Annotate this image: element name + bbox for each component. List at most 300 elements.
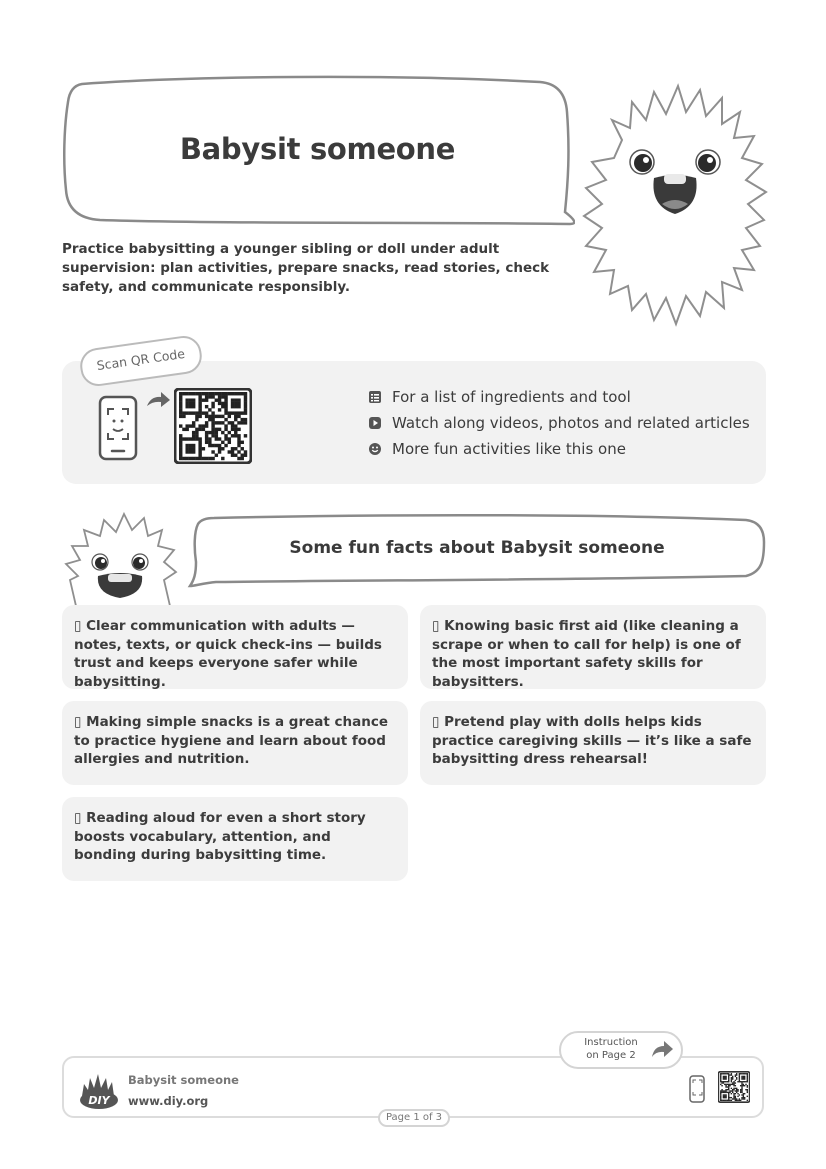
qr-module: [234, 405, 237, 408]
qr-module: [731, 1074, 732, 1075]
qr-module: [739, 1077, 740, 1078]
qr-module: [221, 441, 224, 444]
qr-module: [202, 447, 205, 450]
qr-module: [234, 411, 237, 414]
qr-module: [244, 402, 247, 405]
qr-module: [202, 457, 205, 460]
qr-module: [725, 1084, 726, 1085]
qr-module: [725, 1086, 726, 1087]
qr-module: [732, 1092, 733, 1093]
qr-module: [723, 1076, 724, 1077]
qr-module: [241, 418, 244, 421]
qr-module: [729, 1097, 730, 1098]
qr-module: [728, 1092, 729, 1093]
qr-module: [747, 1096, 748, 1097]
qr-module: [234, 418, 237, 421]
qr-module: [205, 431, 208, 434]
qr-module: [747, 1100, 748, 1101]
qr-module: [221, 457, 224, 460]
qr-module: [237, 398, 240, 401]
qr-module: [747, 1080, 748, 1081]
qr-module: [185, 424, 188, 427]
qr-module: [224, 428, 227, 431]
qr-module: [215, 398, 218, 401]
qr-module: [198, 457, 201, 460]
qr-module: [741, 1078, 742, 1079]
qr-module: [205, 424, 208, 427]
instruction-line-2: on Page 2: [586, 1050, 636, 1061]
qr-module: [732, 1076, 733, 1077]
qr-module: [728, 1076, 729, 1077]
qr-module: [729, 1090, 730, 1091]
qr-module: [221, 402, 224, 405]
qr-module: [744, 1076, 745, 1077]
qr-module: [198, 447, 201, 450]
qr-module: [735, 1082, 736, 1083]
qr-module: [195, 434, 198, 437]
qr-module: [723, 1096, 724, 1097]
qr-module: [244, 405, 247, 408]
qr-module: [234, 428, 237, 431]
qr-module: [728, 1094, 729, 1095]
qr-module: [231, 392, 234, 395]
footer-url[interactable]: www.diy.org: [128, 1094, 209, 1108]
qr-module: [211, 457, 214, 460]
qr-module: [736, 1089, 737, 1090]
qr-module: [723, 1078, 724, 1079]
page-number: Page 1 of 3: [378, 1109, 450, 1127]
qr-module: [720, 1098, 721, 1099]
qr-module: [185, 402, 188, 405]
qr-module: [244, 421, 247, 424]
qr-module: [728, 1097, 729, 1098]
qr-module: [747, 1077, 748, 1078]
fact-card: ▯ Making simple snacks is a great chance to practice hygiene and learn about food allergies and nutrition.: [62, 701, 408, 785]
qr-module: [747, 1089, 748, 1090]
qr-module: [234, 447, 237, 450]
qr-module: [182, 415, 185, 418]
qr-module: [237, 444, 240, 447]
qr-module: [723, 1073, 724, 1074]
qr-module: [733, 1089, 734, 1090]
instruction-label: [572, 1036, 650, 1062]
qr-module: [740, 1090, 741, 1091]
qr-module: [215, 454, 218, 457]
qr-module: [231, 434, 234, 437]
qr-module: [724, 1094, 725, 1095]
qr-module: [234, 431, 237, 434]
qr-module: [737, 1096, 738, 1097]
qr-module: [724, 1081, 725, 1082]
qr-module: [720, 1077, 721, 1078]
qr-module: [735, 1088, 736, 1089]
qr-module: [737, 1090, 738, 1091]
qr-module: [721, 1085, 722, 1086]
qr-module: [735, 1096, 736, 1097]
qr-module: [237, 437, 240, 440]
qr-module: [192, 444, 195, 447]
qr-item-videos: [368, 412, 750, 434]
qr-module: [179, 454, 182, 457]
qr-module: [720, 1096, 721, 1097]
qr-module: [211, 402, 214, 405]
qr-module: [733, 1085, 734, 1086]
qr-module: [741, 1090, 742, 1091]
qr-module: [211, 431, 214, 434]
facts-title: Some fun facts about Babysit someone: [289, 538, 665, 558]
qr-module: [192, 411, 195, 414]
qr-module: [728, 1074, 729, 1075]
qr-module: [741, 1081, 742, 1082]
qr-module: [211, 450, 214, 453]
qr-module: [729, 1084, 730, 1085]
qr-module: [724, 1084, 725, 1085]
qr-module: [728, 1084, 729, 1085]
qr-module: [224, 444, 227, 447]
qr-module: [244, 450, 247, 453]
qr-module: [228, 450, 231, 453]
qr-module: [720, 1080, 721, 1081]
qr-module: [723, 1097, 724, 1098]
qr-module: [741, 1092, 742, 1093]
qr-module: [179, 415, 182, 418]
qr-module: [741, 1097, 742, 1098]
qr-module: [218, 395, 221, 398]
qr-module: [741, 1084, 742, 1085]
qr-module: [728, 1098, 729, 1099]
qr-module: [241, 457, 244, 460]
qr-module: [189, 398, 192, 401]
qr-module: [741, 1082, 742, 1083]
qr-module: [744, 1081, 745, 1082]
qr-module: [731, 1097, 732, 1098]
qr-module: [195, 418, 198, 421]
qr-module: [231, 411, 234, 414]
qr-module: [202, 411, 205, 414]
qr-module: [724, 1096, 725, 1097]
qr-module: [205, 411, 208, 414]
qr-module: [743, 1078, 744, 1079]
qr-module: [720, 1076, 721, 1077]
qr-module: [735, 1100, 736, 1101]
qr-module: [185, 405, 188, 408]
qr-module: [198, 411, 201, 414]
qr-module: [192, 402, 195, 405]
qr-module: [735, 1074, 736, 1075]
qr-module: [185, 457, 188, 460]
qr-module: [224, 402, 227, 405]
qr-module: [720, 1100, 721, 1101]
qr-module: [747, 1092, 748, 1093]
qr-module: [735, 1076, 736, 1077]
qr-module: [723, 1092, 724, 1093]
qr-module: [725, 1076, 726, 1077]
qr-module: [237, 450, 240, 453]
qr-module: [185, 392, 188, 395]
qr-module: [189, 457, 192, 460]
qr-module: [740, 1085, 741, 1086]
qr-module: [241, 454, 244, 457]
intro-text: Practice babysitting a younger sibling or doll under adult supervision: plan activities, prepare snacks, read stories, check safety, and communicate responsibly.: [62, 241, 550, 295]
qr-module: [744, 1098, 745, 1099]
qr-item-ingredients: [368, 386, 631, 408]
qr-module: [211, 411, 214, 414]
qr-module: [724, 1090, 725, 1091]
qr-module: [211, 418, 214, 421]
qr-module: [192, 431, 195, 434]
qr-module: [743, 1073, 744, 1074]
qr-module: [731, 1077, 732, 1078]
qr-module: [736, 1077, 737, 1078]
qr-module: [231, 402, 234, 405]
qr-module: [237, 405, 240, 408]
qr-module: [744, 1085, 745, 1086]
qr-module: [195, 431, 198, 434]
qr-item-label: For a list of ingredients and tool: [392, 388, 631, 406]
qr-module: [237, 421, 240, 424]
qr-module: [725, 1078, 726, 1079]
qr-module: [205, 437, 208, 440]
qr-module: [725, 1096, 726, 1097]
qr-module: [224, 395, 227, 398]
qr-module: [728, 1096, 729, 1097]
qr-module: [192, 405, 195, 408]
qr-module: [211, 424, 214, 427]
qr-module: [728, 1089, 729, 1090]
qr-module: [720, 1090, 721, 1091]
qr-module: [224, 437, 227, 440]
qr-module: [192, 434, 195, 437]
qr-module: [185, 444, 188, 447]
qr-module: [215, 444, 218, 447]
qr-module: [237, 402, 240, 405]
qr-module: [743, 1093, 744, 1094]
qr-module: [727, 1089, 728, 1090]
qr-module: [221, 421, 224, 424]
qr-module: [724, 1077, 725, 1078]
qr-module: [202, 398, 205, 401]
qr-module: [234, 415, 237, 418]
qr-module: [723, 1090, 724, 1091]
qr-module: [720, 1081, 721, 1082]
qr-module: [182, 392, 185, 395]
qr-module: [728, 1073, 729, 1074]
qr-module: [741, 1077, 742, 1078]
furry-mascot-illustration: [582, 80, 770, 328]
qr-module: [195, 457, 198, 460]
qr-module: [208, 418, 211, 421]
qr-module: [727, 1086, 728, 1087]
qr-module: [739, 1094, 740, 1095]
qr-module: [237, 428, 240, 431]
qr-module: [211, 415, 214, 418]
qr-module: [208, 392, 211, 395]
qr-module: [208, 457, 211, 460]
qr-module: [720, 1084, 721, 1085]
qr-module: [735, 1080, 736, 1081]
qr-module: [228, 392, 231, 395]
page-title: Babysit someone: [179, 132, 456, 166]
qr-module: [728, 1093, 729, 1094]
qr-module: [205, 441, 208, 444]
qr-module: [211, 405, 214, 408]
diy-logo-text: DIY: [88, 1094, 110, 1107]
qr-module: [234, 454, 237, 457]
qr-module: [211, 392, 214, 395]
qr-module: [208, 444, 211, 447]
qr-module: [202, 424, 205, 427]
qr-module: [182, 437, 185, 440]
qr-module: [231, 428, 234, 431]
footer-activity-name: Babysit someone: [128, 1073, 239, 1087]
qr-module: [745, 1073, 746, 1074]
qr-module: [724, 1076, 725, 1077]
qr-module: [185, 447, 188, 450]
qr-module: [218, 415, 221, 418]
qr-module: [218, 398, 221, 401]
qr-module: [747, 1073, 748, 1074]
qr-module: [215, 421, 218, 424]
qr-module: [721, 1073, 722, 1074]
qr-module: [228, 437, 231, 440]
qr-module: [728, 1077, 729, 1078]
qr-module: [179, 450, 182, 453]
qr-module: [215, 392, 218, 395]
qr-module: [179, 411, 182, 414]
phone-scan-icon: [98, 395, 140, 461]
qr-module: [208, 431, 211, 434]
qr-module: [728, 1088, 729, 1089]
qr-module: [244, 392, 247, 395]
qr-module: [237, 392, 240, 395]
qr-module: [736, 1098, 737, 1099]
qr-code-image: [174, 388, 252, 464]
qr-code-image: [718, 1071, 750, 1103]
qr-module: [215, 437, 218, 440]
qr-module: [720, 1093, 721, 1094]
qr-module: [740, 1092, 741, 1093]
qr-module: [244, 454, 247, 457]
qr-module: [721, 1100, 722, 1101]
qr-item-label: Watch along videos, photos and related articles: [392, 414, 750, 432]
qr-module: [721, 1090, 722, 1091]
qr-module: [234, 398, 237, 401]
qr-module: [731, 1073, 732, 1074]
qr-module: [725, 1085, 726, 1086]
qr-module: [244, 418, 247, 421]
qr-module: [237, 457, 240, 460]
qr-module: [725, 1089, 726, 1090]
qr-module: [228, 411, 231, 414]
qr-module: [237, 441, 240, 444]
qr-module: [727, 1100, 728, 1101]
qr-module: [205, 392, 208, 395]
qr-module: [721, 1092, 722, 1093]
qr-module: [724, 1078, 725, 1079]
qr-module: [733, 1098, 734, 1099]
fact-card: ▯ Knowing basic first aid (like cleaning a scrape or when to call for help) is one of the most important safety skills for babysitters.: [420, 605, 766, 689]
qr-module: [192, 447, 195, 450]
qr-module: [205, 457, 208, 460]
qr-module: [729, 1074, 730, 1075]
qr-module: [731, 1084, 732, 1085]
qr-module: [720, 1092, 721, 1093]
qr-module: [241, 411, 244, 414]
qr-module: [744, 1073, 745, 1074]
qr-module: [741, 1086, 742, 1087]
qr-module: [208, 395, 211, 398]
qr-module: [727, 1092, 728, 1093]
qr-module: [185, 450, 188, 453]
qr-module: [732, 1090, 733, 1091]
qr-module: [743, 1077, 744, 1078]
qr-module: [735, 1097, 736, 1098]
qr-module: [215, 428, 218, 431]
qr-module: [189, 444, 192, 447]
qr-module: [228, 441, 231, 444]
qr-module: [743, 1098, 744, 1099]
qr-module: [732, 1077, 733, 1078]
qr-module: [727, 1084, 728, 1085]
qr-module: [244, 434, 247, 437]
qr-module: [741, 1089, 742, 1090]
qr-module: [244, 411, 247, 414]
qr-module: [723, 1077, 724, 1078]
qr-module: [728, 1080, 729, 1081]
qr-module: [179, 408, 182, 411]
qr-module: [221, 392, 224, 395]
qr-module: [743, 1096, 744, 1097]
qr-module: [724, 1097, 725, 1098]
qr-module: [747, 1078, 748, 1079]
qr-module: [224, 392, 227, 395]
qr-module: [728, 1081, 729, 1082]
qr-module: [736, 1100, 737, 1101]
qr-module: [732, 1084, 733, 1085]
qr-module: [740, 1081, 741, 1082]
qr-module: [720, 1097, 721, 1098]
qr-module: [211, 444, 214, 447]
qr-module: [231, 447, 234, 450]
qr-module: [241, 441, 244, 444]
qr-module: [741, 1098, 742, 1099]
qr-module: [244, 408, 247, 411]
qr-module: [733, 1082, 734, 1083]
qr-module: [741, 1085, 742, 1086]
qr-module: [179, 424, 182, 427]
qr-module: [179, 437, 182, 440]
qr-module: [231, 424, 234, 427]
qr-module: [743, 1084, 744, 1085]
qr-module: [723, 1094, 724, 1095]
qr-module: [205, 421, 208, 424]
qr-module: [739, 1074, 740, 1075]
small-mascot-illustration: [64, 510, 178, 606]
qr-module: [234, 402, 237, 405]
qr-module: [179, 434, 182, 437]
qr-module: [218, 450, 221, 453]
qr-module: [723, 1100, 724, 1101]
qr-module: [740, 1073, 741, 1074]
qr-module: [195, 415, 198, 418]
qr-module: [195, 437, 198, 440]
qr-module: [725, 1100, 726, 1101]
qr-module: [205, 434, 208, 437]
qr-module: [739, 1073, 740, 1074]
qr-module: [192, 392, 195, 395]
qr-module: [741, 1088, 742, 1089]
qr-module: [740, 1100, 741, 1101]
